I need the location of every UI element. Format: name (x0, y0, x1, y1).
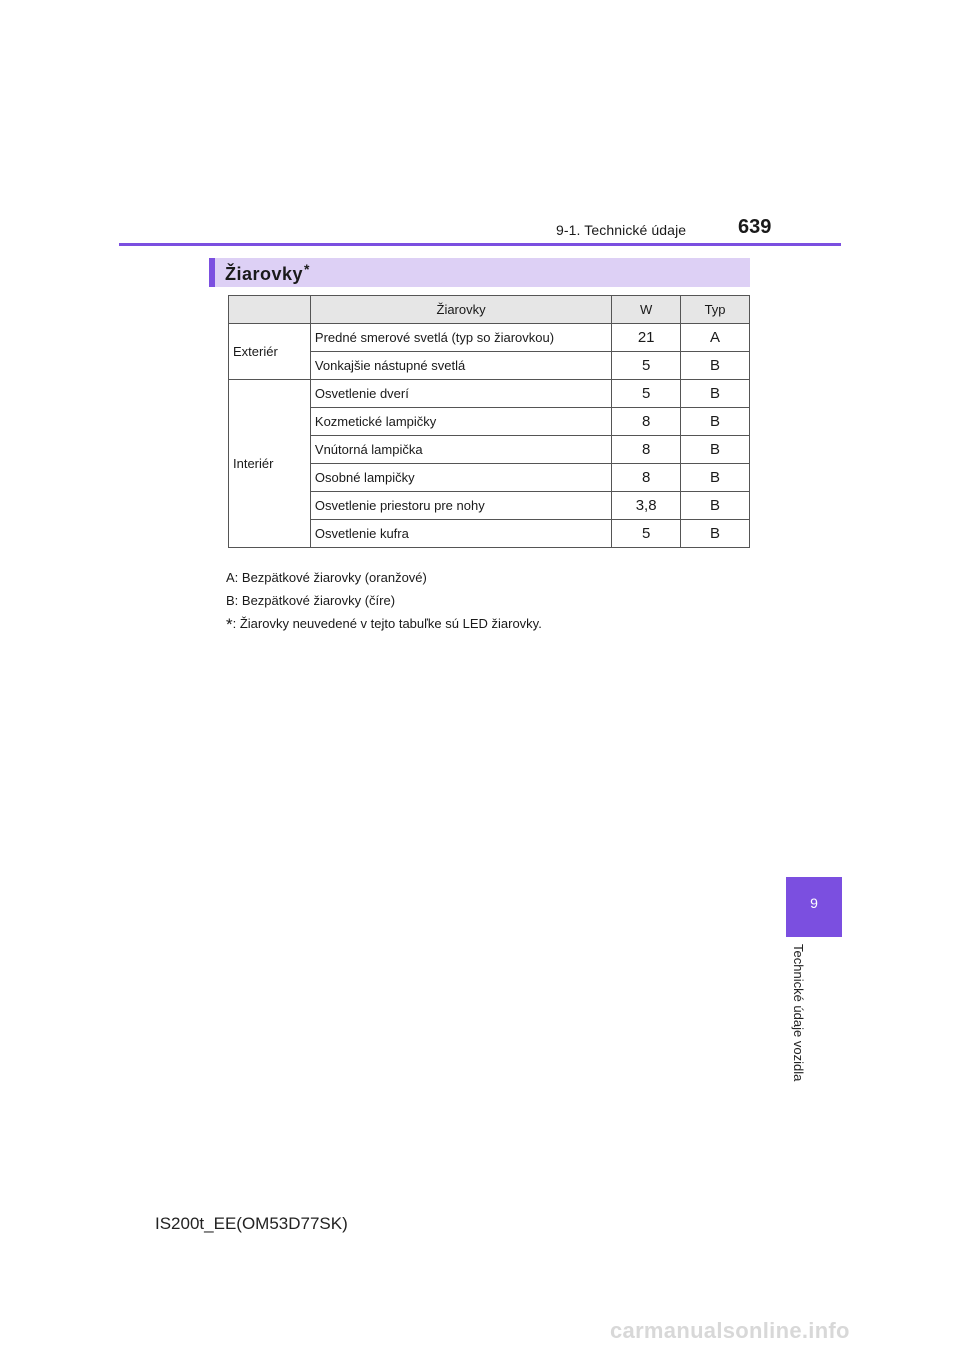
bulb-name: Osvetlenie priestoru pre nohy (310, 492, 611, 520)
bulb-type: A (681, 324, 750, 352)
bulb-watts: 3,8 (612, 492, 681, 520)
bulb-name: Osvetlenie dverí (310, 380, 611, 408)
bulb-name: Predné smerové svetlá (typ so žiarovkou) (310, 324, 611, 352)
header-divider (119, 243, 841, 246)
group-interior: Interiér (229, 380, 311, 548)
bulb-type: B (681, 464, 750, 492)
section-accent-stripe (209, 258, 215, 287)
header-type: Typ (681, 296, 750, 324)
bulbs-table (228, 295, 750, 548)
section-heading-bar (209, 258, 750, 287)
table-notes (226, 566, 542, 636)
table-header-row (229, 296, 750, 324)
bulb-name: Vnútorná lampička (310, 436, 611, 464)
group-exterior: Exteriér (229, 324, 311, 380)
bulb-name: Osvetlenie kufra (310, 520, 611, 548)
header-watts: W (612, 296, 681, 324)
running-header-section: 9-1. Technické údaje (556, 222, 687, 238)
bulb-watts: 5 (612, 520, 681, 548)
table-row (229, 380, 750, 408)
bulb-watts: 21 (612, 324, 681, 352)
table-row (229, 324, 750, 352)
note-star (226, 612, 542, 636)
bulb-name: Kozmetické lampičky (310, 408, 611, 436)
section-title (225, 261, 310, 285)
bulb-watts: 5 (612, 352, 681, 380)
bulb-type: B (681, 520, 750, 548)
page-number: 639 (738, 216, 772, 238)
footer-manual-code: IS200t_EE(OM53D77SK) (155, 1214, 348, 1233)
bulb-name: Osobné lampičky (310, 464, 611, 492)
bulb-watts: 8 (612, 408, 681, 436)
header-bulbs: Žiarovky (310, 296, 611, 324)
bulb-watts: 5 (612, 380, 681, 408)
header-empty-cell (229, 296, 311, 324)
note-type-b: B: Bezpätkové žiarovky (číre) (226, 593, 396, 608)
bulb-type: B (681, 492, 750, 520)
bulb-type: B (681, 380, 750, 408)
bulb-watts: 8 (612, 436, 681, 464)
section-title-star: * (304, 261, 310, 277)
note-star-mark: * (226, 615, 233, 634)
bulb-type: B (681, 436, 750, 464)
bulb-type: B (681, 408, 750, 436)
note-star-text: : Žiarovky neuvedené v tejto tabuľke sú LED žiarovky. (232, 616, 542, 631)
note-type-a: A: Bezpätkové žiarovky (oranžové) (226, 570, 427, 585)
bulb-name: Vonkajšie nástupné svetlá (310, 352, 611, 380)
watermark: carmanualsonline.info (610, 1318, 850, 1343)
section-title-text: Žiarovky (225, 264, 304, 284)
chapter-tab: 9 (786, 877, 842, 937)
bulb-watts: 8 (612, 464, 681, 492)
chapter-title-vertical: Technické údaje vozidla (791, 944, 806, 1082)
bulb-type: B (681, 352, 750, 380)
